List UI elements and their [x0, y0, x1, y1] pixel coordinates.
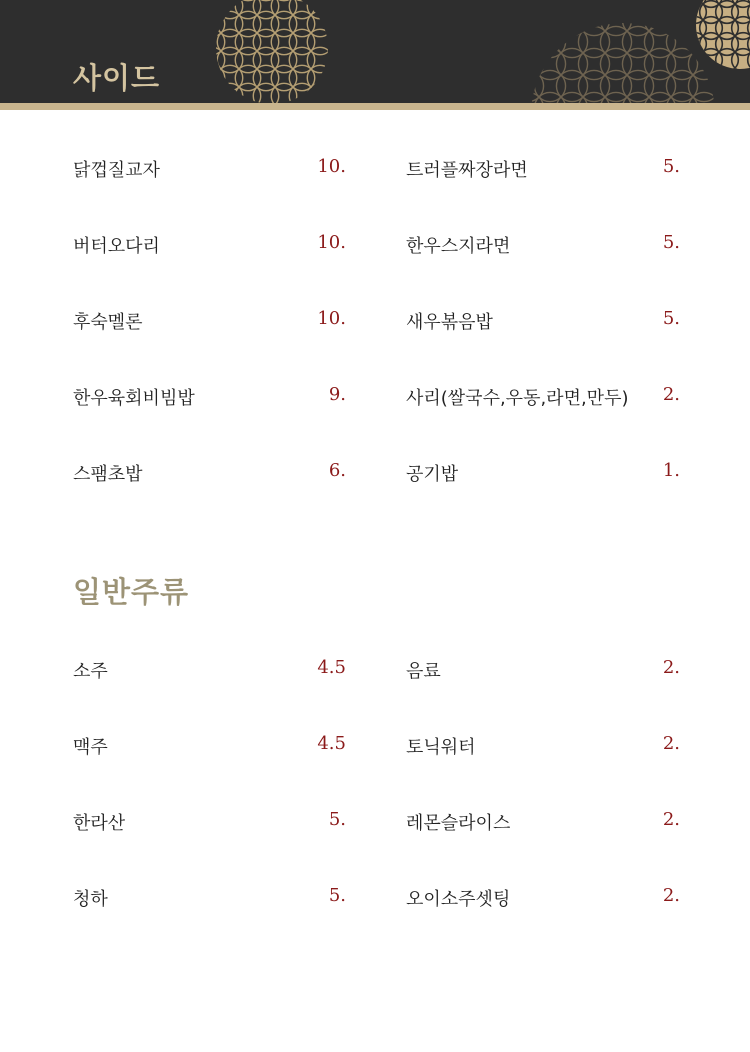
header-gold-band [0, 103, 750, 110]
menu-item-name: 트러플짜장라면 [406, 160, 528, 181]
menu-item-name: 한라산 [73, 813, 126, 834]
menu-item-price: 1. [662, 460, 680, 481]
menu-item-price: 5. [662, 308, 680, 329]
pattern-circle-decoration [212, 0, 332, 103]
menu-item-price: 10. [317, 232, 346, 253]
menu-item-name: 청하 [73, 889, 108, 910]
menu-item-name: 공기밥 [406, 464, 459, 485]
menu-item-name: 후숙멜론 [73, 312, 143, 333]
menu-item-name: 오이소주셋팅 [406, 889, 511, 910]
menu-item-price: 6. [328, 460, 346, 481]
pattern-circle-decoration-corner [695, 0, 750, 70]
menu-item-price: 5. [662, 156, 680, 177]
menu-item-price: 2. [662, 885, 680, 906]
menu-item-name: 토닉워터 [406, 737, 476, 758]
menu-item-name: 닭껍질교자 [73, 160, 160, 181]
menu-item-name: 맥주 [73, 737, 108, 758]
header-banner [0, 0, 750, 103]
menu-item-price: 4.5 [317, 657, 346, 678]
menu-item-price: 10. [317, 308, 346, 329]
menu-item-name: 한우스지라면 [406, 236, 511, 257]
menu-item-name: 음료 [406, 661, 441, 682]
pattern-circle-decoration-large [528, 20, 718, 103]
section-title-side: 사이드 [73, 61, 161, 95]
menu-item-name: 한우육회비빔밥 [73, 388, 195, 409]
menu-item-name: 사리(쌀국수,우동,라면,만두) [406, 388, 629, 409]
menu-item-price: 5. [328, 885, 346, 906]
menu-item-price: 4.5 [317, 733, 346, 754]
menu-item-price: 5. [662, 232, 680, 253]
menu-item-price: 10. [317, 156, 346, 177]
menu-item-price: 2. [662, 809, 680, 830]
menu-item-name: 스팸초밥 [73, 464, 143, 485]
menu-item-name: 버터오다리 [73, 236, 160, 257]
menu-item-price: 2. [662, 733, 680, 754]
menu-item-name: 레몬슬라이스 [406, 813, 511, 834]
menu-item-price: 2. [662, 657, 680, 678]
menu-item-price: 9. [328, 384, 346, 405]
menu-item-name: 소주 [73, 661, 108, 682]
menu-item-price: 2. [662, 384, 680, 405]
menu-item-name: 새우볶음밥 [406, 312, 493, 333]
section-title-liquor: 일반주류 [73, 575, 190, 609]
menu-item-price: 5. [328, 809, 346, 830]
